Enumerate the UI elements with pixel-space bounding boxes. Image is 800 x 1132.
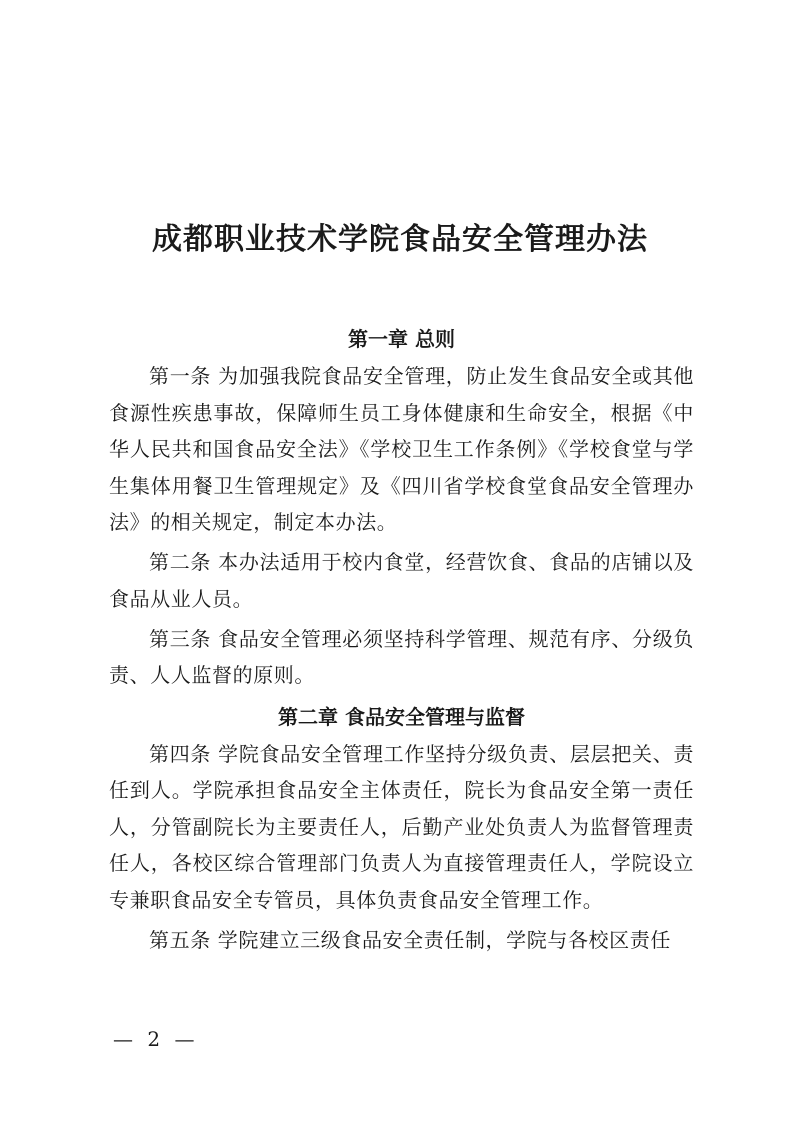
chapter-heading: 第一章 总则 [348,327,455,351]
article-paragraph: 第一条 为加强我院食品安全管理，防止发生食品安全或其他食源性疾患事故，保障师生员工身体健康和生命安全，根据《中华人民共和国食品安全法》《学校卫生工作条例》《学校食堂与学生集体用餐卫生管理规定》及《四川省学校食堂食品安全管理办法》的相关规定，制定本办法。 [109,364,694,534]
document-body [109,320,694,962]
page-number: — 2 — [113,1027,199,1051]
article-paragraph: 第五条 学院建立三级食品安全责任制，学院与各校区责任 [149,927,671,952]
chapter-heading: 第二章 食品安全管理与监督 [278,704,525,729]
article-paragraph: 第二条 本办法适用于校内食堂，经营饮食、食品的店铺以及食品从业人员。 [109,550,694,611]
document-title: 成都职业技术学院食品安全管理办法 [152,222,648,257]
article-paragraph: 第三条 食品安全管理必须坚持科学管理、规范有序、分级负责、人人监督的原则。 [109,626,694,687]
article-paragraph: 第四条 学院食品安全管理工作坚持分级负责、层层把关、责任到人。学院承担食品安全主体责任，院长为食品安全第一责任人，分管副院长为主要责任人，后勤产业处负责人为监督管理责任人，各校区综合管理部门负责人为直接管理责任人，学院设立专兼职食品安全专管员，具体负责食品安全管理工作。 [109,741,694,912]
